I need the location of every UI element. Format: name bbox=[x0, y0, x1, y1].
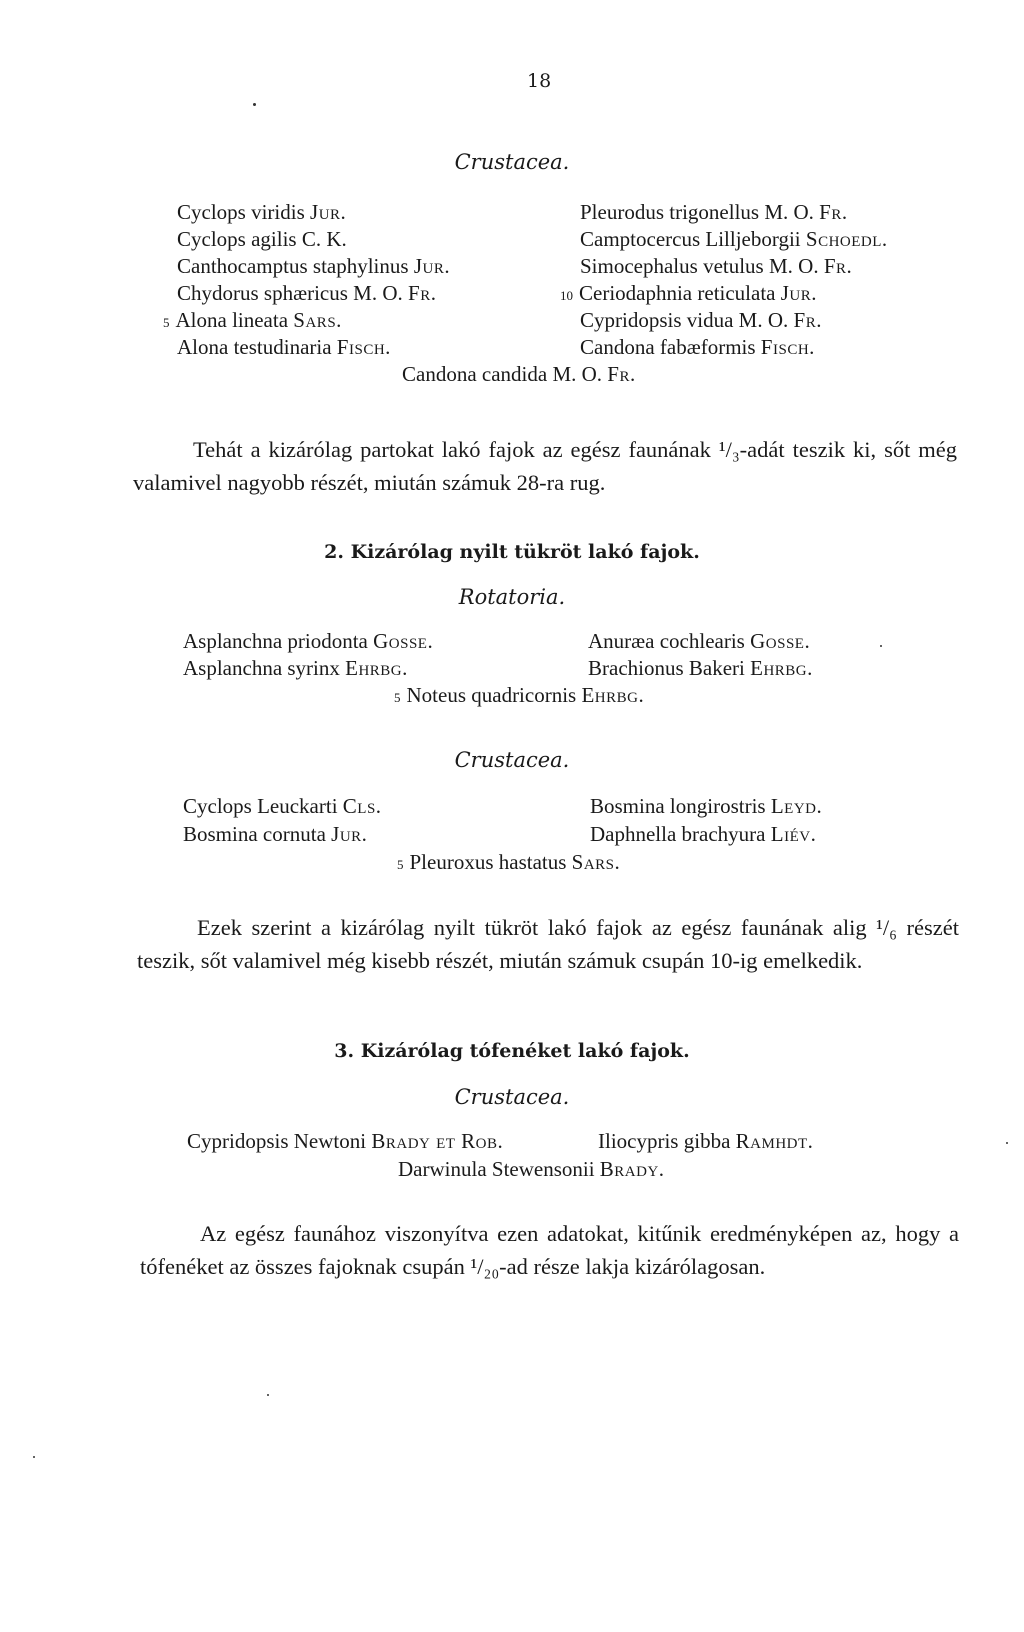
speck bbox=[1006, 1142, 1008, 1144]
crustacea2-right-2: Daphnella brachyura Liév. bbox=[590, 822, 817, 846]
species-left-3: Canthocamptus staphylinus Jur. bbox=[177, 254, 451, 278]
paragraph-3: Az egész faunához viszonyítva ezen adatokat, kitűnik eredményképen az, hogy a tófenéket az összes fajoknak csupán ¹/₂₀-ad része lakja kizárólagosan. bbox=[140, 1221, 959, 1279]
speck bbox=[880, 645, 882, 647]
paragraph-2: Ezek szerint a kizárólag nyilt tükröt lakó fajok az egész faunának alig ¹/₆ részét teszik, sőt valamivel még kisebb részét, miután számuk csupán 10-ig emelkedik. bbox=[137, 915, 959, 973]
species-left-2: Cyclops agilis C. K. bbox=[177, 227, 347, 251]
species-left-6: Alona testudinaria Fisch. bbox=[177, 335, 391, 359]
page-number: 18 bbox=[527, 70, 552, 92]
group-title-crustacea-3: Crustacea. bbox=[454, 1085, 570, 1109]
rotatoria-right-1: Anuræa cochlearis Gosse. bbox=[588, 629, 811, 653]
speck bbox=[253, 103, 256, 106]
species-center-1: Candona candida M. O. Fr. bbox=[402, 362, 636, 386]
species-right-5: Cypridopsis vidua M. O. Fr. bbox=[580, 308, 822, 332]
paragraph-1: Tehát a kizárólag partokat lakó fajok az egész faunának ¹/₃-adát teszik ki, sőt még valamivel nagyobb részét, miután számuk 28-ra rug. bbox=[133, 437, 957, 495]
species-left-4: Chydorus sphæricus M. O. Fr. bbox=[177, 281, 437, 305]
group-title-rotatoria: Rotatoria. bbox=[458, 585, 566, 609]
species-right-6: Candona fabæformis Fisch. bbox=[580, 335, 815, 359]
bottom-center-species: Darwinula Stewensonii Brady. bbox=[398, 1157, 665, 1181]
heading-3: 3. Kizárólag tófenéket lakó fajok. bbox=[334, 1040, 690, 1062]
rotatoria-right-2: Brachionus Bakeri Ehrbg. bbox=[588, 656, 813, 680]
bottom-right-species: Iliocypris gibba Ramhdt. bbox=[598, 1129, 814, 1153]
crustacea2-right-1: Bosmina longirostris Leyd. bbox=[590, 794, 823, 818]
crustacea2-left-1: Cyclops Leuckarti Cls. bbox=[183, 794, 382, 818]
species-right-1: Pleurodus trigonellus M. O. Fr. bbox=[580, 200, 848, 224]
speck bbox=[33, 1456, 35, 1458]
crustacea2-center: 5 Pleuroxus hastatus Sars. bbox=[397, 850, 621, 874]
group-title-crustacea-2: Crustacea. bbox=[454, 748, 570, 772]
rotatoria-left-2: Asplanchna syrinx Ehrbg. bbox=[183, 656, 408, 680]
crustacea2-left-2: Bosmina cornuta Jur. bbox=[183, 822, 368, 846]
bottom-left-species: Cypridopsis Newtoni Brady et Rob. bbox=[187, 1129, 504, 1153]
species-left-5: 5 Alona lineata Sars. bbox=[163, 308, 342, 332]
species-right-4: 10 Ceriodaphnia reticulata Jur. bbox=[560, 281, 818, 305]
rotatoria-center: 5 Noteus quadricornis Ehrbg. bbox=[394, 683, 645, 707]
group-title-crustacea-1: Crustacea. bbox=[454, 150, 570, 174]
species-right-2: Camptocercus Lilljeborgii Schoedl. bbox=[580, 227, 888, 251]
heading-2: 2. Kizárólag nyilt tükröt lakó fajok. bbox=[324, 541, 700, 563]
species-left-1: Cyclops viridis Jur. bbox=[177, 200, 347, 224]
speck bbox=[267, 1394, 269, 1396]
rotatoria-left-1: Asplanchna priodonta Gosse. bbox=[183, 629, 434, 653]
species-right-3: Simocephalus vetulus M. O. Fr. bbox=[580, 254, 853, 278]
